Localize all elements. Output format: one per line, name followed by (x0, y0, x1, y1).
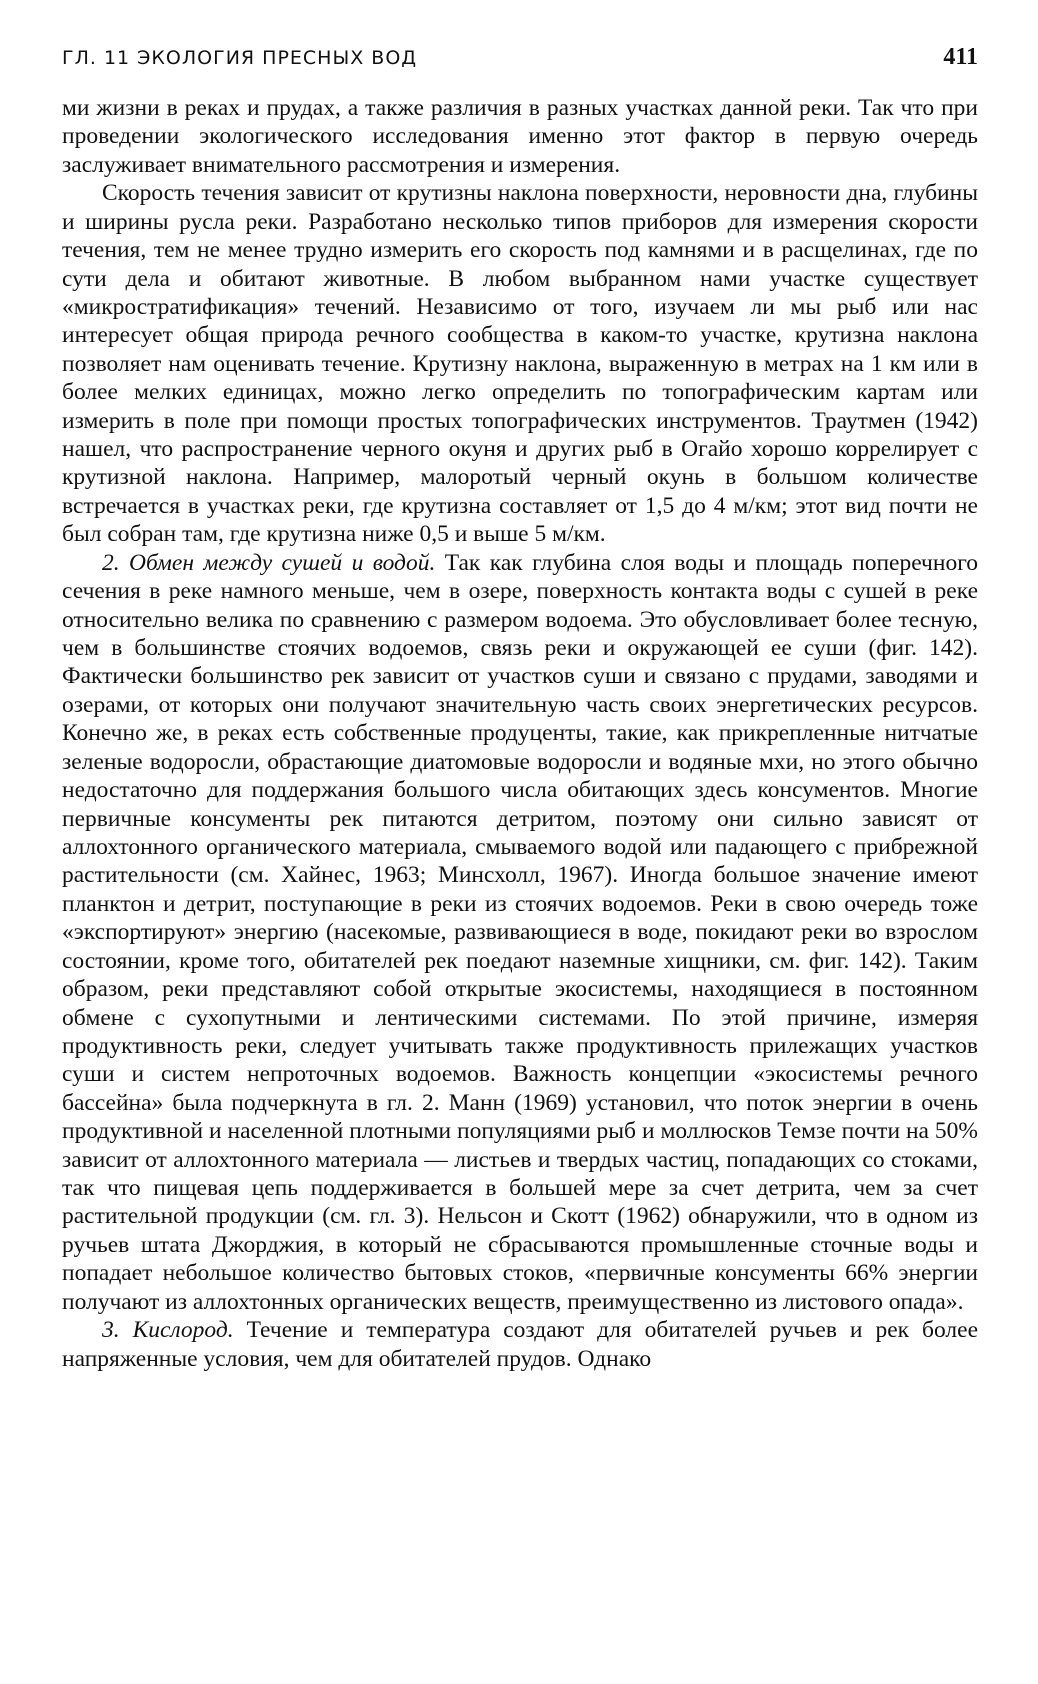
paragraph-text: Течение и температура создают для обитателей ручьев и рек более напряженные условия, чем для обитателей прудов. Однако (62, 1317, 978, 1372)
section-lead-exchange: 2. Обмен между сушей и водой. (102, 549, 436, 576)
section-lead-oxygen: 3. Кислород. (102, 1317, 234, 1344)
running-title: ГЛ. 11 ЭКОЛОГИЯ ПРЕСНЫХ ВОД (62, 47, 418, 69)
running-head (62, 44, 978, 80)
paragraph-land-water-exchange (62, 549, 978, 1316)
paragraph-text: Так как глубина слоя воды и площадь поперечного сечения в реке намного меньше, чем в озере, поверхность контакта воды с сушей в реке относительно велика по сравнению с размером водоема. Это обусловливает более тесную, чем в большинстве стоячих водоемов, связь реки и окружающей ее суши (фиг. 142). Фактически большинство рек зависит от участков суши и связано с прудами, заводями и озерами, от которых они получают значительную часть своих энергетических ресурсов. Конечно же, в реках есть собственные продуценты, такие, как прикрепленные нитчатые зеленые водоросли, обрастающие диатомовые водоросли и водяные мхи, но этого обычно недостаточно для поддержания большого числа обитающих здесь консументов. Многие первичные консументы рек питаются детритом, поэтому они сильно зависят от аллохтонного органического материала, смываемого водой или падающего с прибрежной растительности (см. Хайнес, 1963; Минсхолл, 1967). Иногда большое значение имеют планктон и детрит, поступающие в реки из стоячих водоемов. Реки в свою очередь тоже «экспортируют» энергию (насекомые, развивающиеся в воде, покидают реки во взрослом состоянии, кроме того, обитателей рек поедают наземные хищники, см. фиг. 142). Таким образом, реки представляют собой открытые экосистемы, находящиеся в постоянном обмене с сухопутными и лентическими системами. По этой причине, измеряя продуктивность реки, следует учитывать также продуктивность прилежащих участков суши и систем непроточных водоемов. Важность концепции «экосистемы речного бассейна» была подчеркнута в гл. 2. Манн (1969) установил, что поток энергии в очень продуктивной и населенной плотными популяциями рыб и моллюсков Темзе почти на 50% зависит от аллохтонного материала — листьев и твердых частиц, попадающих со стоками, так что пищевая цепь поддерживается в большей мере за счет детрита, чем за счет растительной продукции (см. гл. 3). Нельсон и Скотт (1962) обнаружили, что в одном из ручьев штата Джорджия, в который не сбрасываются промышленные сточные воды и попадает небольшое количество бытовых стоков, «первичные консументы 66% энергии получают из аллохтонных органических веществ, преимущественно из листового опада». (62, 549, 978, 1315)
body-text (62, 94, 978, 1373)
page-number: 411 (943, 44, 978, 70)
paragraph-current-speed (62, 179, 978, 548)
paragraph-text: Скорость течения зависит от крутизны наклона поверхности, неровности дна, глубины и ширины русла реки. Разработано несколько типов приборов для измерения скорости течения, тем не менее трудно измерить его скорость под камнями и в расщелинах, где по сути дела и обитают животные. В любом выбранном нами участке существует «микростратификация» течений. Независимо от того, изучаем ли мы рыб или нас интересует общая природа речного сообщества в каком-то участке, крутизна наклона позволяет нам оценивать течение. Крутизну наклона, выраженную в метрах на 1 км или в более мелких единицах, можно легко определить по топографическим картам или измерить в поле при помощи простых топографических инструментов. Траутмен (1942) нашел, что распространение черного окуня и других рыб в Огайо хорошо коррелирует с крутизной наклона. Например, малоротый черный окунь в большом количестве встречается в участках реки, где крутизна составляет от 1,5 до 4 м/км; этот вид почти не был собран там, где крутизна ниже 0,5 и выше 5 м/км. (62, 180, 978, 548)
paragraph-text: ми жизни в реках и прудах, а также различия в разных участках данной реки. Так что при проведении экологического исследования именно этот фактор в первую очередь заслуживает внимательного рассмотрения и измерения. (62, 95, 978, 178)
paragraph-continuation (62, 94, 978, 179)
paragraph-oxygen (62, 1316, 978, 1373)
